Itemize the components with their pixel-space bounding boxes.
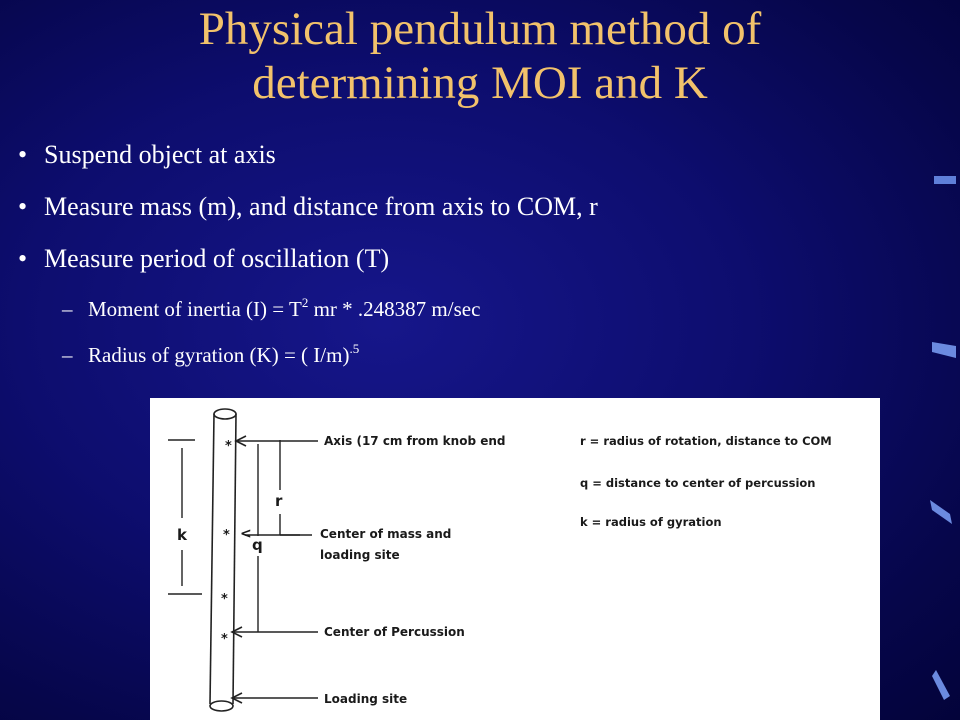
streak-4 bbox=[932, 670, 950, 700]
bullet-text: Measure mass (m), and distance from axis to COM, r bbox=[44, 192, 598, 221]
slide-title-line-1: Physical pendulum method of bbox=[198, 3, 762, 55]
streak-1 bbox=[934, 176, 956, 184]
label-loading-site: Loading site bbox=[324, 692, 408, 706]
subbullet-text-post: mr * .248387 m/sec bbox=[308, 297, 481, 321]
r-bracket bbox=[280, 440, 300, 535]
pointer-arrows bbox=[232, 436, 318, 703]
letter-q: q bbox=[252, 536, 263, 554]
slide-title-line-2: determining MOI and K bbox=[252, 57, 708, 109]
decorative-streaks bbox=[926, 170, 960, 720]
legend-q: q = distance to center of percussion bbox=[580, 476, 816, 490]
com-pointer-glyph: < bbox=[240, 526, 252, 542]
subbullet-superscript: 2 bbox=[301, 295, 309, 310]
marker-com: * bbox=[223, 528, 230, 543]
subbullet-item bbox=[18, 342, 898, 368]
subbullet-text: Radius of gyration (K) = ( I/m) bbox=[88, 343, 350, 367]
subbullet-superscript: .5 bbox=[349, 341, 360, 356]
legend-k: k = radius of gyration bbox=[580, 515, 722, 529]
pendulum-rod bbox=[210, 409, 236, 711]
subbullet-dash: – bbox=[62, 343, 73, 367]
pendulum-diagram-svg bbox=[150, 398, 880, 720]
label-com-line-1: Center of mass and bbox=[320, 527, 452, 541]
bullet-text: Measure period of oscillation (T) bbox=[44, 244, 390, 273]
letter-k: k bbox=[177, 526, 187, 544]
subbullet-item bbox=[18, 296, 898, 322]
k-bracket bbox=[168, 440, 202, 594]
bullet-list bbox=[18, 140, 898, 388]
bullet-dot: • bbox=[18, 140, 28, 169]
letter-r: r bbox=[275, 492, 283, 510]
streak-2 bbox=[932, 342, 956, 358]
label-axis: Axis (17 cm from knob end bbox=[324, 434, 506, 448]
legend-r: r = radius of rotation, distance to COM bbox=[580, 434, 832, 448]
bullet-item bbox=[18, 140, 898, 170]
bullet-text: Suspend object at axis bbox=[44, 140, 276, 169]
marker-percussion-upper: * bbox=[221, 592, 228, 607]
bullet-dot: • bbox=[18, 244, 28, 273]
marker-percussion: * bbox=[221, 632, 228, 647]
subbullet-text: Moment of inertia (I) = T bbox=[88, 297, 302, 321]
bullet-item bbox=[18, 192, 898, 222]
marker-axis: * bbox=[225, 439, 232, 454]
label-com-line-2: loading site bbox=[320, 548, 400, 562]
rod-markers bbox=[221, 439, 232, 647]
bullet-item bbox=[18, 244, 898, 274]
label-percussion: Center of Percussion bbox=[324, 625, 465, 639]
streak-3 bbox=[930, 500, 952, 524]
pendulum-diagram bbox=[150, 398, 880, 720]
bullet-dot: • bbox=[18, 192, 28, 221]
subbullet-dash: – bbox=[62, 297, 73, 321]
slide-title bbox=[0, 2, 960, 110]
